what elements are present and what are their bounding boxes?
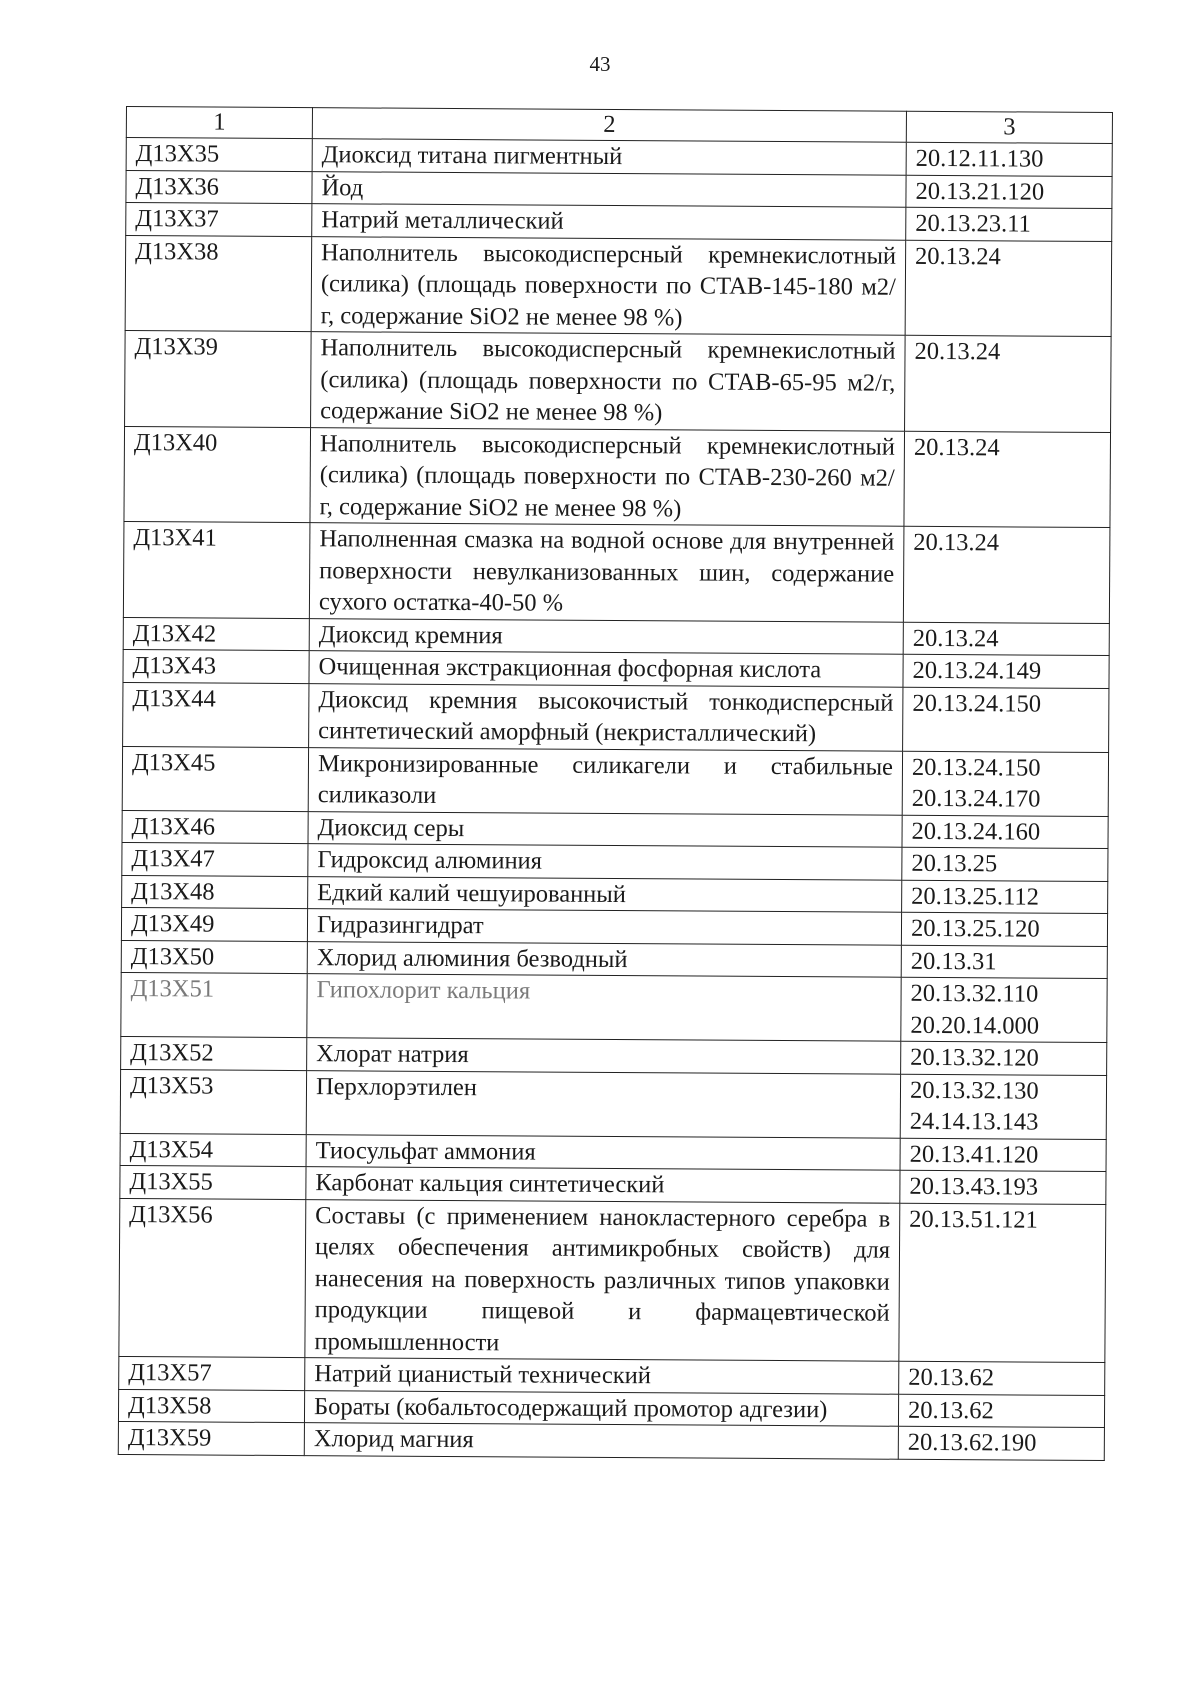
row-codes (901, 1041, 1107, 1075)
row-code: 20.13.25.120 (910, 914, 1040, 943)
row-name: Перхлорэтилен (306, 1070, 900, 1138)
row-id: Д13Х49 (121, 907, 307, 941)
table-body (118, 138, 1112, 1460)
row-name: Наполнитель высокодисперсный кремнекислотный (силика) (площадь поверхности по CTAB-230-260 м2/г, содержание SiO2 не менее 98 %) (310, 427, 905, 526)
row-code: 20.13.21.120 (915, 177, 1045, 206)
row-codes (902, 847, 1108, 881)
row-name: Наполнитель высокодисперсный кремнекислотный (силика) (площадь поверхности по CTAB-65-95 м2/г, содержание SiO2 не менее 98 %) (311, 332, 906, 431)
row-id: Д13Х40 (124, 426, 311, 523)
row-code: 20.13.24 (912, 624, 999, 652)
column-header-2: 2 (312, 108, 906, 143)
table-row (119, 1198, 1106, 1363)
row-name: Едкий калий чешуированный (308, 876, 902, 912)
row-id: Д13Х42 (123, 617, 309, 651)
row-codes (906, 175, 1112, 209)
row-id: Д13Х56 (119, 1198, 306, 1358)
row-id: Д13Х59 (118, 1421, 304, 1455)
row-code: 20.13.31 (910, 947, 997, 975)
row-name: Наполненная смазка на водной основе для внутренней поверхности невулканизованных шин, содержание сухого остатка-40-50 % (309, 523, 904, 622)
row-code: 20.13.43.193 (909, 1172, 1039, 1201)
row-codes (904, 431, 1111, 528)
row-code: 20.20.14.000 (910, 1011, 1040, 1040)
row-code: 20.13.24 (913, 528, 1000, 557)
row-id: Д13Х48 (122, 875, 308, 909)
column-header-1: 1 (126, 107, 312, 139)
row-codes (905, 335, 1112, 432)
row-code: 20.12.11.130 (915, 144, 1044, 173)
row-code: 20.13.62 (908, 1363, 995, 1392)
row-codes (900, 1074, 1106, 1139)
row-name: Хлорид магния (304, 1423, 898, 1459)
table-row (125, 235, 1112, 337)
row-id: Д13Х37 (126, 203, 312, 237)
row-codes (903, 622, 1109, 656)
row-id: Д13Х45 (122, 746, 308, 811)
row-code: 20.13.24 (915, 242, 1001, 270)
row-name: Гидроксид алюминия (308, 844, 902, 880)
row-codes (901, 912, 1107, 946)
row-id: Д13Х41 (123, 521, 310, 618)
row-id: Д13Х39 (125, 330, 312, 427)
row-id: Д13Х53 (120, 1069, 306, 1134)
row-name: Наполнитель высокодисперсный кремнекислотный (силика) (площадь поверхности по CTAB-145-180 м2/г, содержание SiO2 не менее 98 %) (311, 236, 906, 335)
row-name: Диоксид титана пигментный (312, 139, 906, 175)
table-row (125, 330, 1112, 432)
row-code: 20.13.24.150 (912, 689, 1042, 718)
row-name: Хлорат натрия (307, 1038, 901, 1074)
row-codes (901, 945, 1107, 979)
row-name: Натрий цианистый технический (305, 1358, 899, 1394)
row-codes (906, 142, 1112, 176)
row-code: 20.13.51.121 (909, 1205, 1038, 1234)
row-code: 20.13.41.120 (909, 1140, 1039, 1169)
row-name: Составы (с применением нанокластерного серебра в целях обеспечения антимикробных свойств) для нанесения на поверхность различных типов упаковки продукции пищевой и фармацевтической промышленности (305, 1199, 900, 1361)
table-row (123, 521, 1110, 623)
row-codes (900, 1170, 1106, 1204)
row-id: Д13Х52 (121, 1036, 307, 1070)
row-code: 20.13.24.160 (911, 817, 1041, 846)
row-codes (898, 1394, 1104, 1428)
row-codes (902, 751, 1108, 816)
table-row (120, 1069, 1106, 1139)
row-name: Карбонат кальция синтетический (306, 1167, 900, 1203)
row-code: 20.13.32.110 (910, 979, 1039, 1008)
row-name: Микронизированные силикагели и стабильные силиказоли (308, 747, 902, 815)
row-codes (899, 1361, 1105, 1395)
row-code: 20.13.24 (914, 337, 1001, 366)
row-codes (906, 207, 1112, 241)
row-codes (902, 880, 1108, 914)
row-code: 20.13.23.11 (915, 209, 1031, 238)
row-code: 20.13.24.149 (912, 656, 1042, 685)
row-id: Д13Х51 (121, 972, 307, 1037)
row-name: Диоксид кремния высокочистый тонкодисперсный синтетический аморфный (некристаллический) (309, 683, 903, 751)
table-row (118, 1421, 1104, 1460)
row-id: Д13Х54 (120, 1133, 306, 1167)
row-name: Гидразингидрат (307, 909, 901, 945)
row-code: 20.13.25 (911, 849, 998, 878)
row-id: Д13Х43 (123, 649, 309, 683)
row-name: Натрий металлический (312, 204, 906, 240)
row-id: Д13Х58 (118, 1389, 304, 1423)
table-row (124, 426, 1111, 528)
row-code: 24.14.13.143 (909, 1107, 1039, 1136)
row-name: Диоксид серы (308, 811, 902, 847)
row-codes (898, 1426, 1104, 1460)
table-row (123, 682, 1109, 752)
row-codes (903, 526, 1110, 623)
row-code: 20.13.32.120 (910, 1043, 1039, 1072)
row-code: 20.13.24.150 (911, 753, 1041, 782)
row-codes (900, 1138, 1106, 1172)
table-row (122, 746, 1108, 816)
row-id: Д13Х35 (126, 138, 312, 172)
row-id: Д13Х36 (126, 170, 312, 204)
row-name: Йод (312, 171, 906, 207)
row-id: Д13Х50 (121, 940, 307, 974)
row-name: Хлорид алюминия безводный (307, 941, 901, 977)
row-id: Д13Х57 (119, 1356, 305, 1390)
row-codes (902, 815, 1108, 849)
row-id: Д13Х47 (122, 842, 308, 876)
row-codes (903, 687, 1109, 752)
classification-table (118, 106, 1113, 1461)
row-id: Д13Х44 (123, 682, 309, 747)
row-codes (905, 240, 1112, 337)
row-name: Диоксид кремния (309, 618, 903, 654)
row-codes (901, 977, 1107, 1042)
row-codes (899, 1203, 1106, 1363)
row-id: Д13Х55 (120, 1165, 306, 1199)
column-header-3: 3 (906, 111, 1112, 143)
row-code: 20.13.25.112 (911, 882, 1039, 911)
row-name: Очищенная экстракционная фосфорная кислота (309, 651, 903, 687)
row-name: Тиосульфат аммония (306, 1134, 900, 1170)
row-code: 20.13.24 (913, 433, 1000, 461)
row-name: Гипохлорит кальция (307, 974, 901, 1042)
row-codes (903, 654, 1109, 688)
row-code: 20.13.24.170 (911, 784, 1041, 813)
row-name: Бораты (кобальтосодержащий промотор адгезии) (304, 1390, 898, 1426)
table-row (121, 972, 1107, 1042)
row-code: 20.13.32.130 (909, 1076, 1039, 1105)
row-id: Д13Х46 (122, 810, 308, 844)
row-code: 20.13.62.190 (907, 1428, 1037, 1457)
page-number: 43 (589, 52, 611, 76)
row-code: 20.13.62 (907, 1396, 994, 1424)
row-id: Д13Х38 (125, 235, 312, 332)
